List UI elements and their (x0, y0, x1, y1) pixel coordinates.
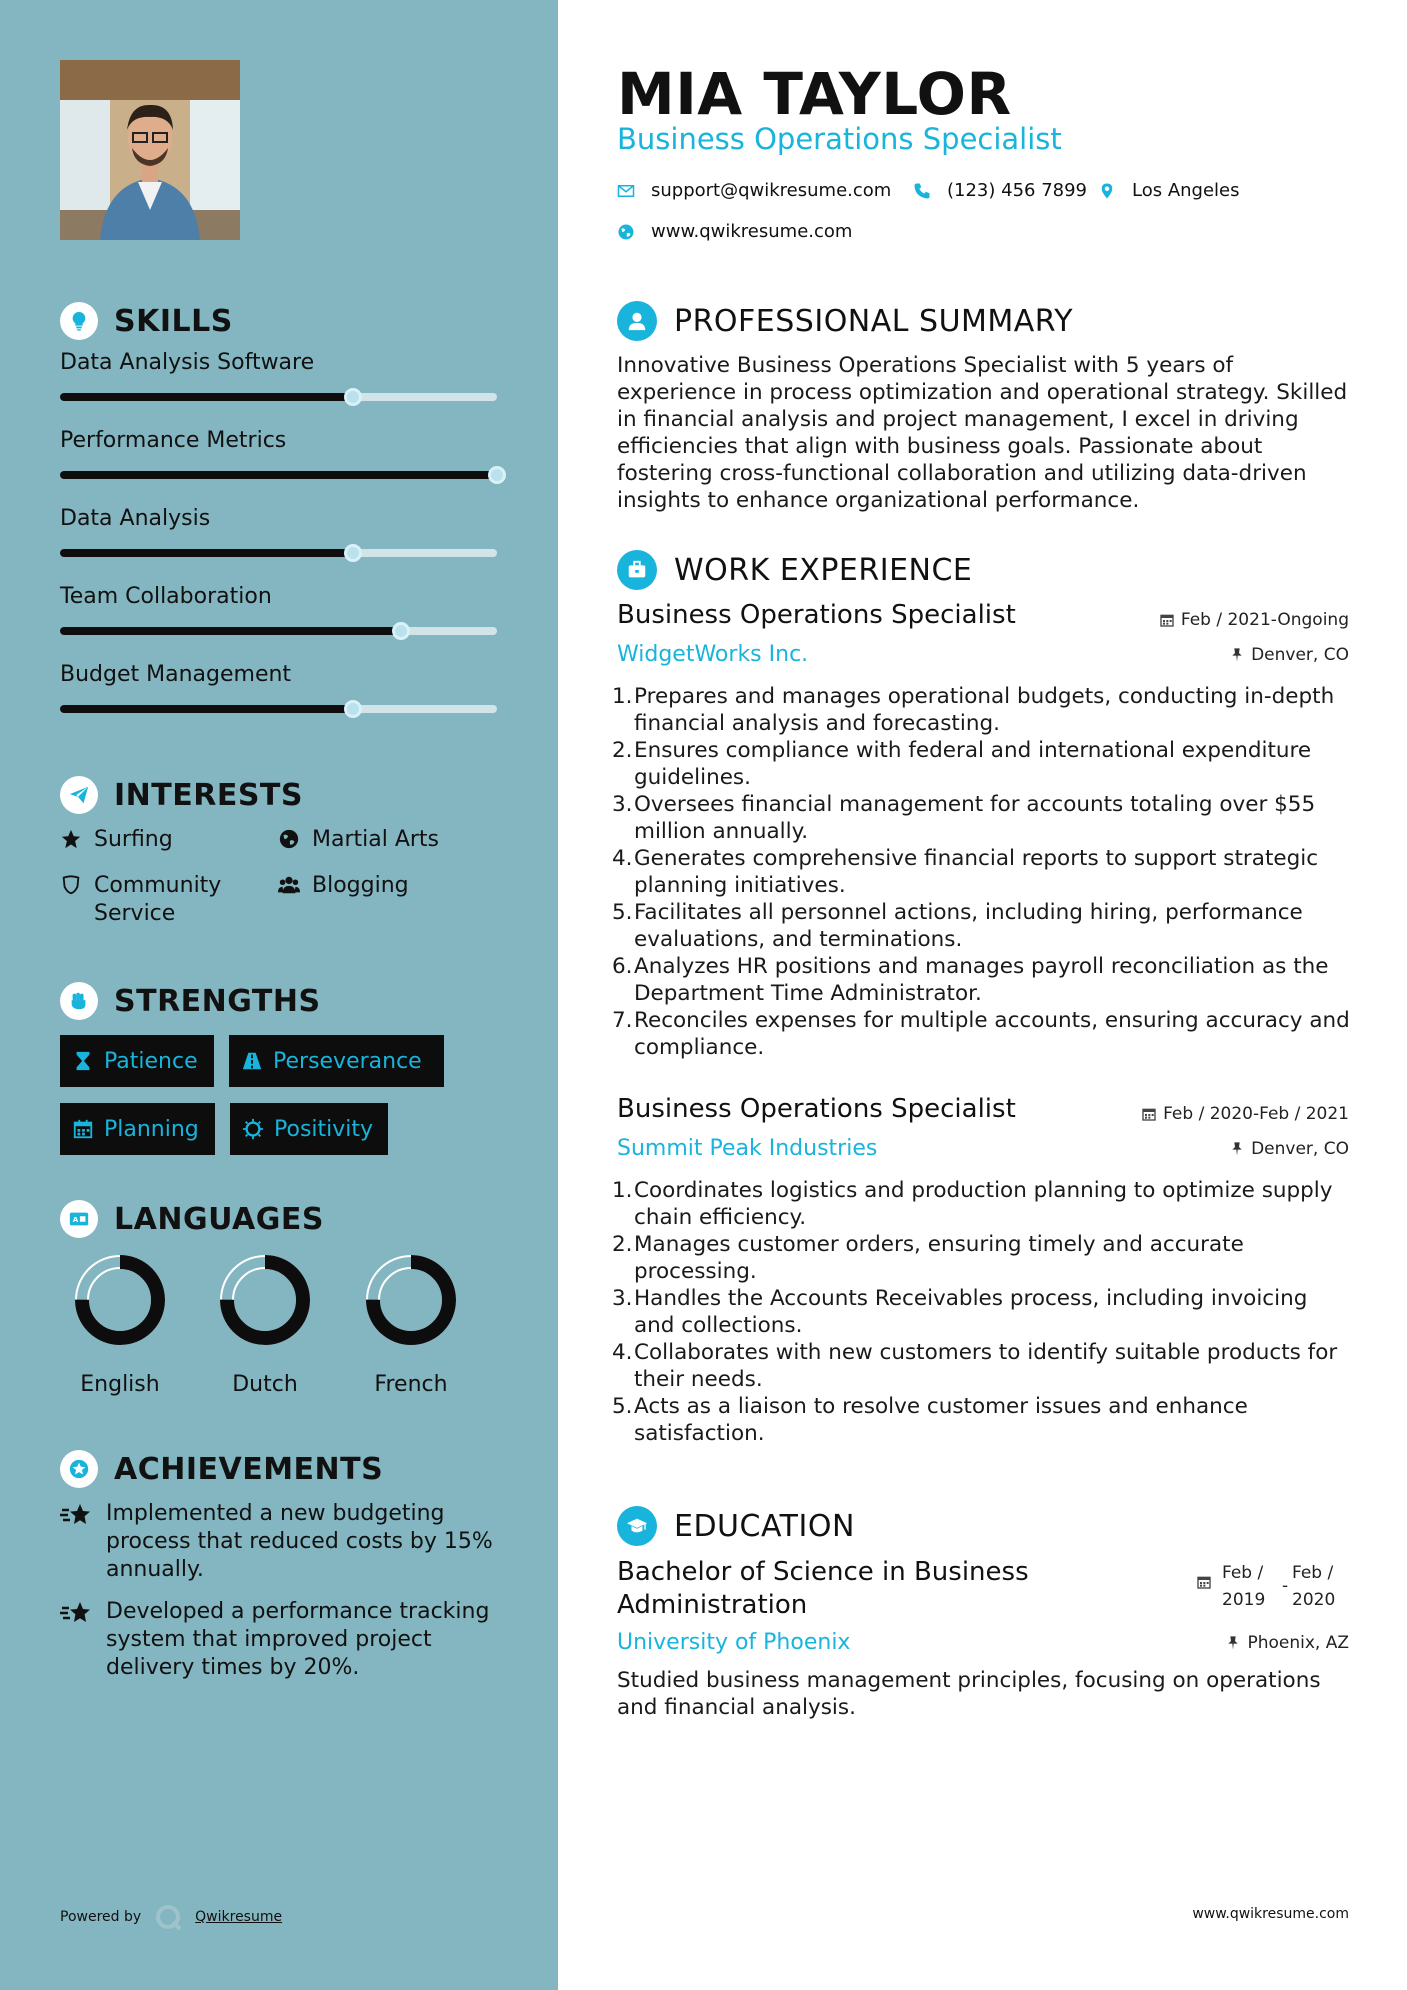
skill-bar-fill (60, 549, 353, 557)
interest-item (60, 872, 221, 928)
badge-star-icon (60, 1450, 98, 1488)
duty-item (612, 845, 1352, 899)
skill-bar (60, 627, 497, 635)
duty-item (612, 1393, 1352, 1447)
calendar-icon (72, 1118, 94, 1140)
interest-label: Blogging (312, 873, 409, 898)
duty-number: 3. (612, 1286, 633, 1311)
job-duties-list (612, 1177, 1352, 1447)
duty-item (612, 683, 1352, 737)
shield-icon (60, 874, 82, 896)
phone-icon (913, 182, 931, 200)
candidate-role: Business Operations Specialist (617, 122, 1062, 156)
skills-title: SKILLS (114, 303, 233, 339)
strength-label: Positivity (274, 1116, 374, 1142)
briefcase-icon (617, 550, 657, 590)
duty-text: Generates comprehensive financial reports to support strategic planning initiatives. (634, 846, 1319, 898)
graduation-icon (617, 1506, 657, 1546)
duty-text: Coordinates logistics and production planning to optimize supply chain efficiency. (634, 1178, 1333, 1230)
skill-bar (60, 549, 497, 557)
globe-icon (617, 223, 635, 241)
user-icon (617, 301, 657, 341)
job-dates (1141, 1104, 1349, 1124)
skill-bar (60, 705, 497, 713)
achievements-title: ACHIEVEMENTS (114, 1451, 384, 1487)
education-description: Studied business management principles, focusing on operations and financial analysis. (617, 1668, 1321, 1720)
skill-item (60, 428, 497, 479)
achievement-text: Implemented a new budgeting process that reduced costs by 15% annually. (106, 1501, 493, 1582)
language-icon (60, 1200, 98, 1238)
language-name: French (374, 1372, 448, 1397)
contact-phone[interactable] (913, 180, 1087, 201)
pushpin-icon (1225, 1635, 1241, 1651)
degree-title: Bachelor of Science in Business Administration (617, 1557, 1029, 1620)
education-dates (1196, 1560, 1352, 1614)
language-item (361, 1252, 461, 1397)
location-text: Los Angeles (1132, 180, 1240, 201)
map-pin-icon (1098, 182, 1116, 200)
website-text: www.qwikresume.com (651, 221, 853, 242)
paper-plane-icon (60, 776, 98, 814)
road-icon (241, 1050, 263, 1072)
skill-bar-fill (60, 627, 401, 635)
company-name: Summit Peak Industries (617, 1136, 878, 1161)
profile-photo (60, 60, 240, 240)
skill-item (60, 662, 497, 713)
duty-number: 2. (612, 1232, 633, 1257)
strengths-title: STRENGTHS (114, 983, 321, 1019)
achievement-item (60, 1598, 500, 1682)
contact-location (1098, 180, 1240, 201)
duty-item (612, 791, 1352, 845)
strengths-header (60, 982, 321, 1020)
duty-text: Analyzes HR positions and manages payroll reconciliation as the Department Time Administrator. (634, 954, 1329, 1006)
education-start (1222, 1560, 1282, 1614)
language-name: English (80, 1372, 160, 1397)
duty-number: 4. (612, 1340, 633, 1365)
end-year: 2020 (1292, 1590, 1336, 1610)
duty-item (612, 1285, 1352, 1339)
start-month: Feb / (1222, 1563, 1264, 1583)
qwikresume-logo-icon (153, 1902, 183, 1932)
start-year: 2019 (1222, 1590, 1266, 1610)
duty-number: 1. (612, 684, 633, 709)
job-location-text: Denver, CO (1251, 1139, 1349, 1159)
job-dates-text: Feb / 2021-Ongoing (1180, 610, 1349, 630)
job-dates-text: Feb / 2020-Feb / 2021 (1163, 1104, 1349, 1124)
strength-label: Patience (104, 1048, 198, 1074)
experience-title: WORK EXPERIENCE (674, 552, 973, 588)
strength-tag (229, 1035, 444, 1087)
job-title: Business Operations Specialist (617, 1094, 1016, 1124)
skill-name: Data Analysis (60, 506, 211, 531)
duty-number: 7. (612, 1008, 633, 1033)
duty-number: 3. (612, 792, 633, 817)
skill-bar-knob (488, 466, 506, 484)
achievement-item (60, 1500, 500, 1584)
languages-title: LANGUAGES (114, 1201, 324, 1237)
powered-by-label: Powered by (60, 1909, 142, 1925)
language-donut (217, 1252, 313, 1348)
envelope-icon (617, 182, 635, 200)
duty-text: Manages customer orders, ensuring timely and accurate processing. (634, 1232, 1244, 1284)
languages-header (60, 1200, 324, 1238)
school-name: University of Phoenix (617, 1630, 851, 1655)
interest-item (278, 872, 409, 900)
sidebar (0, 0, 558, 1990)
duty-item (612, 1007, 1352, 1061)
duty-text: Prepares and manages operational budgets, conducting in-depth financial analysis and forecasting. (634, 684, 1335, 736)
skill-item (60, 506, 497, 557)
summary-text: Innovative Business Operations Specialist with 5 years of experience in process optimization and operational strategy. Skilled in financial analysis and project management, I excel in driving efficiencies that align with business goals. Passionate about fostering cross-functional collaboration and utilizing data-driven insights to enhance organizational performance. (617, 353, 1348, 513)
skill-bar (60, 393, 497, 401)
duty-number: 2. (612, 738, 633, 763)
duty-number: 6. (612, 954, 633, 979)
duty-number: 5. (612, 1394, 633, 1419)
skill-bar-fill (60, 393, 353, 401)
education-location-text: Phoenix, AZ (1247, 1633, 1349, 1653)
duty-text: Reconciles expenses for multiple accounts, ensuring accuracy and compliance. (634, 1008, 1350, 1060)
interests-title: INTERESTS (114, 777, 303, 813)
job-location (1229, 645, 1349, 665)
date-dash: - (1282, 1576, 1289, 1596)
svg-text:A: A (72, 1215, 79, 1225)
education-end (1292, 1560, 1352, 1614)
pushpin-icon (1229, 1141, 1245, 1157)
contact-email[interactable] (617, 180, 891, 201)
duty-item (612, 737, 1352, 791)
phone-text: (123) 456 7899 (947, 180, 1088, 201)
achievements-header (60, 1450, 383, 1488)
end-month: Feb / (1292, 1563, 1334, 1583)
achievement-text: Developed a performance tracking system that improved project delivery times by 20%. (106, 1599, 490, 1680)
duty-item (612, 899, 1352, 953)
skill-bar-knob (392, 622, 410, 640)
job-dates (1159, 610, 1349, 630)
education-title: EDUCATION (674, 1508, 855, 1544)
hourglass-icon (72, 1050, 94, 1072)
job-duties-list (612, 683, 1352, 1061)
strength-label: Planning (104, 1116, 199, 1142)
strength-label: Perseverance (273, 1048, 422, 1074)
sun-icon (242, 1118, 264, 1140)
users-icon (278, 874, 300, 896)
skill-bar (60, 471, 497, 479)
interest-label: Surfing (94, 827, 173, 852)
company-name: WidgetWorks Inc. (617, 642, 809, 667)
skill-bar-fill (60, 705, 353, 713)
duty-text: Oversees financial management for accounts totaling over $55 million annually. (634, 792, 1316, 844)
language-donut (72, 1252, 168, 1348)
skill-item (60, 584, 497, 635)
calendar-icon (1141, 1106, 1157, 1122)
duty-item (612, 953, 1352, 1007)
shooting-star-icon (60, 1502, 94, 1528)
language-name: Dutch (232, 1372, 298, 1397)
lightbulb-icon (60, 302, 98, 340)
powered-by (60, 1902, 282, 1932)
star-icon (60, 828, 82, 850)
calendar-icon (1196, 1574, 1212, 1590)
interests-header (60, 776, 303, 814)
duty-text: Acts as a liaison to resolve customer issues and enhance satisfaction. (634, 1394, 1248, 1446)
language-donut (363, 1252, 459, 1348)
education-header (617, 1506, 855, 1546)
education-location (1225, 1633, 1349, 1653)
interest-item (278, 826, 439, 854)
summary-header (617, 301, 1073, 341)
language-item (215, 1252, 315, 1397)
strength-tag (230, 1103, 388, 1155)
duty-text: Ensures compliance with federal and international expenditure guidelines. (634, 738, 1312, 790)
globe-icon (278, 828, 300, 850)
skill-name: Data Analysis Software (60, 350, 315, 375)
duty-text: Handles the Accounts Receivables process, including invoicing and collections. (634, 1286, 1308, 1338)
duty-item (612, 1177, 1352, 1231)
calendar-icon (1159, 612, 1175, 628)
strength-tag (60, 1035, 214, 1087)
duty-number: 4. (612, 846, 633, 871)
skill-item (60, 350, 497, 401)
summary-title: PROFESSIONAL SUMMARY (674, 303, 1074, 339)
email-text: support@qwikresume.com (651, 180, 892, 201)
strength-tag (60, 1103, 215, 1155)
interest-label: Martial Arts (312, 827, 440, 852)
pushpin-icon (1229, 647, 1245, 663)
skill-bar-knob (344, 544, 362, 562)
skill-bar-knob (344, 388, 362, 406)
duty-item (612, 1231, 1352, 1285)
job-title: Business Operations Specialist (617, 600, 1016, 630)
interest-label: Community Service (94, 873, 222, 926)
footer-website[interactable]: www.qwikresume.com (1192, 1906, 1349, 1922)
language-item (70, 1252, 170, 1397)
duty-item (612, 1339, 1352, 1393)
duty-number: 1. (612, 1178, 633, 1203)
skill-name: Team Collaboration (60, 584, 272, 609)
skill-bar-fill (60, 471, 497, 479)
skill-bar-knob (344, 700, 362, 718)
skills-header (60, 302, 233, 340)
job-location (1229, 1139, 1349, 1159)
skill-name: Budget Management (60, 662, 292, 687)
shooting-star-icon (60, 1600, 94, 1626)
contact-website[interactable] (617, 221, 852, 242)
fist-icon (60, 982, 98, 1020)
skill-name: Performance Metrics (60, 428, 287, 453)
interest-item (60, 826, 173, 854)
duty-text: Collaborates with new customers to identify suitable products for their needs. (634, 1340, 1338, 1392)
candidate-name: MIA TAYLOR (617, 60, 1012, 128)
qwikresume-link[interactable]: Qwikresume (195, 1909, 283, 1925)
duty-number: 5. (612, 900, 633, 925)
experience-header (617, 550, 972, 590)
job-location-text: Denver, CO (1251, 645, 1349, 665)
duty-text: Facilitates all personnel actions, including hiring, performance evaluations, and terminations. (634, 900, 1303, 952)
